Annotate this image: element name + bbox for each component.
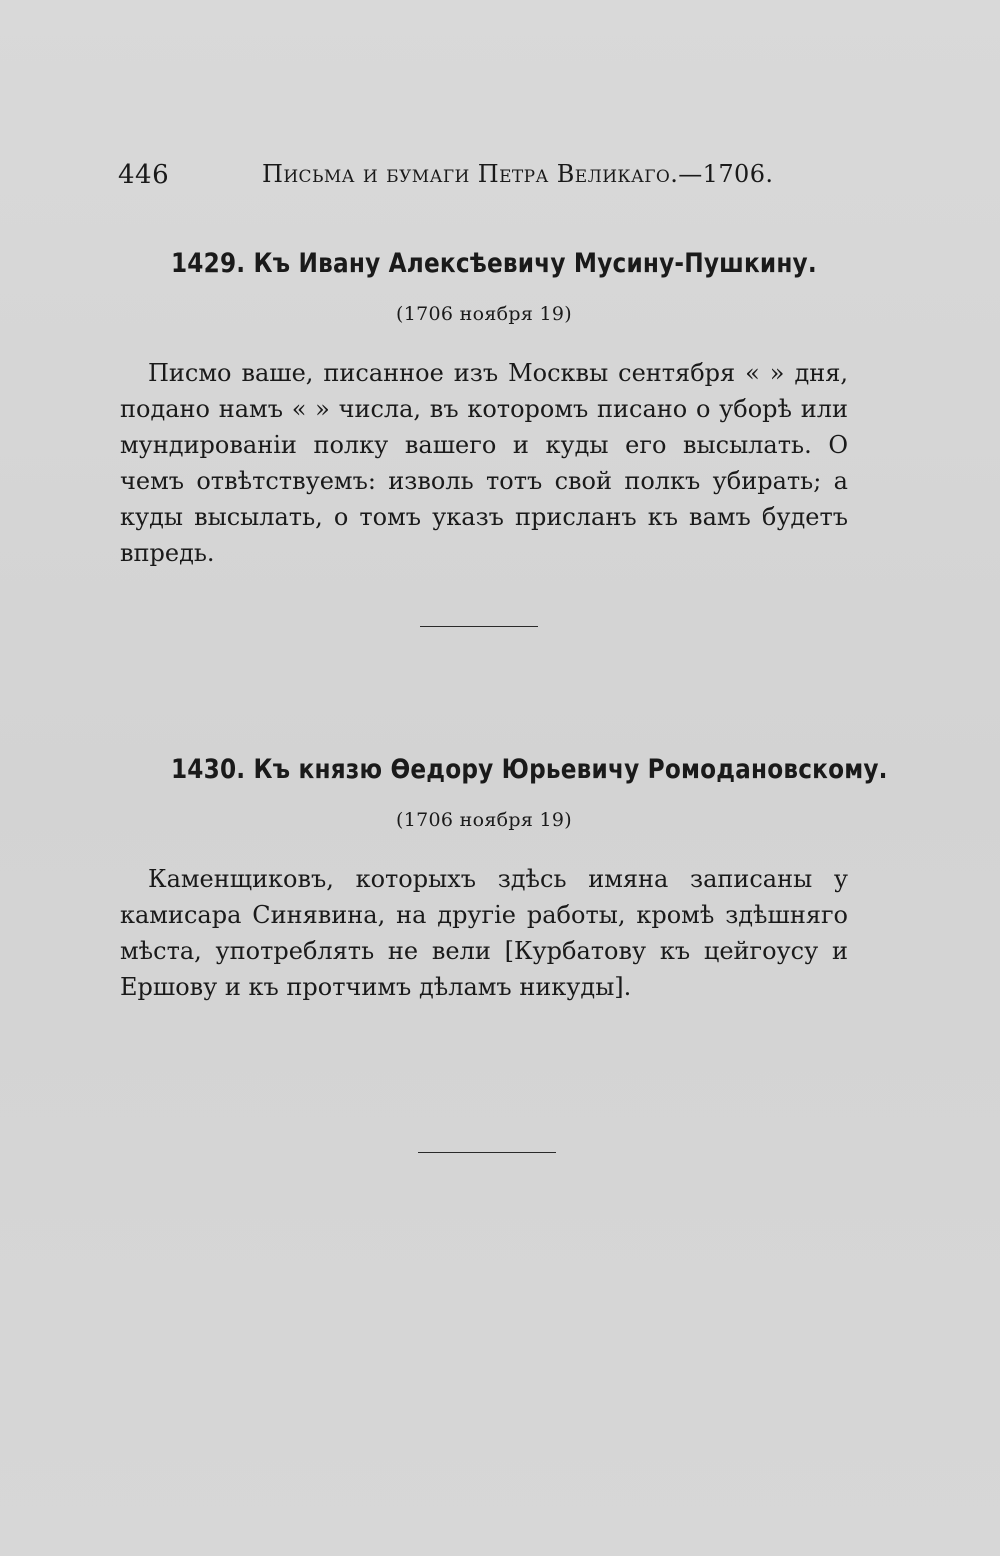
letter-date: (1706 ноября 19) — [396, 809, 572, 831]
letter-1430 — [120, 754, 888, 1029]
section-divider — [418, 1152, 556, 1153]
letter-body: Писмо ваше, писанное изъ Москвы сентября « » дня, подано намъ « » числа, въ которомъ писано о уборѣ или мундированіи полку вашего и куды его высылать. О чемъ отвѣтствуемъ: изволь тотъ свой полкъ убирать; а куды высылать, о томъ указъ присланъ къ вамъ будетъ впредь. — [120, 359, 848, 567]
letter-1429 — [120, 248, 848, 595]
section-divider — [420, 626, 538, 627]
letter-date: (1706 ноября 19) — [396, 303, 572, 325]
running-head — [118, 160, 858, 200]
letter-body: Каменщиковъ, которыхъ здѣсь имяна записаны у камисара Синявина, на другіе работы, кромѣ здѣшняго мѣста, употреблять не вели [Курбатову къ цейгоусу и Ершову и къ протчимъ дѣламъ никуды]. — [120, 865, 848, 1001]
letter-heading: 1430. Къ князю Ѳедору Юрьевичу Ромодановскому. — [170, 754, 888, 785]
running-title: Письма и бумаги Петра Великаго.—1706. — [262, 160, 774, 188]
letter-heading: 1429. Къ Ивану Алексѣевичу Мусину-Пушкину. — [170, 248, 817, 279]
page-number: 446 — [118, 160, 170, 190]
